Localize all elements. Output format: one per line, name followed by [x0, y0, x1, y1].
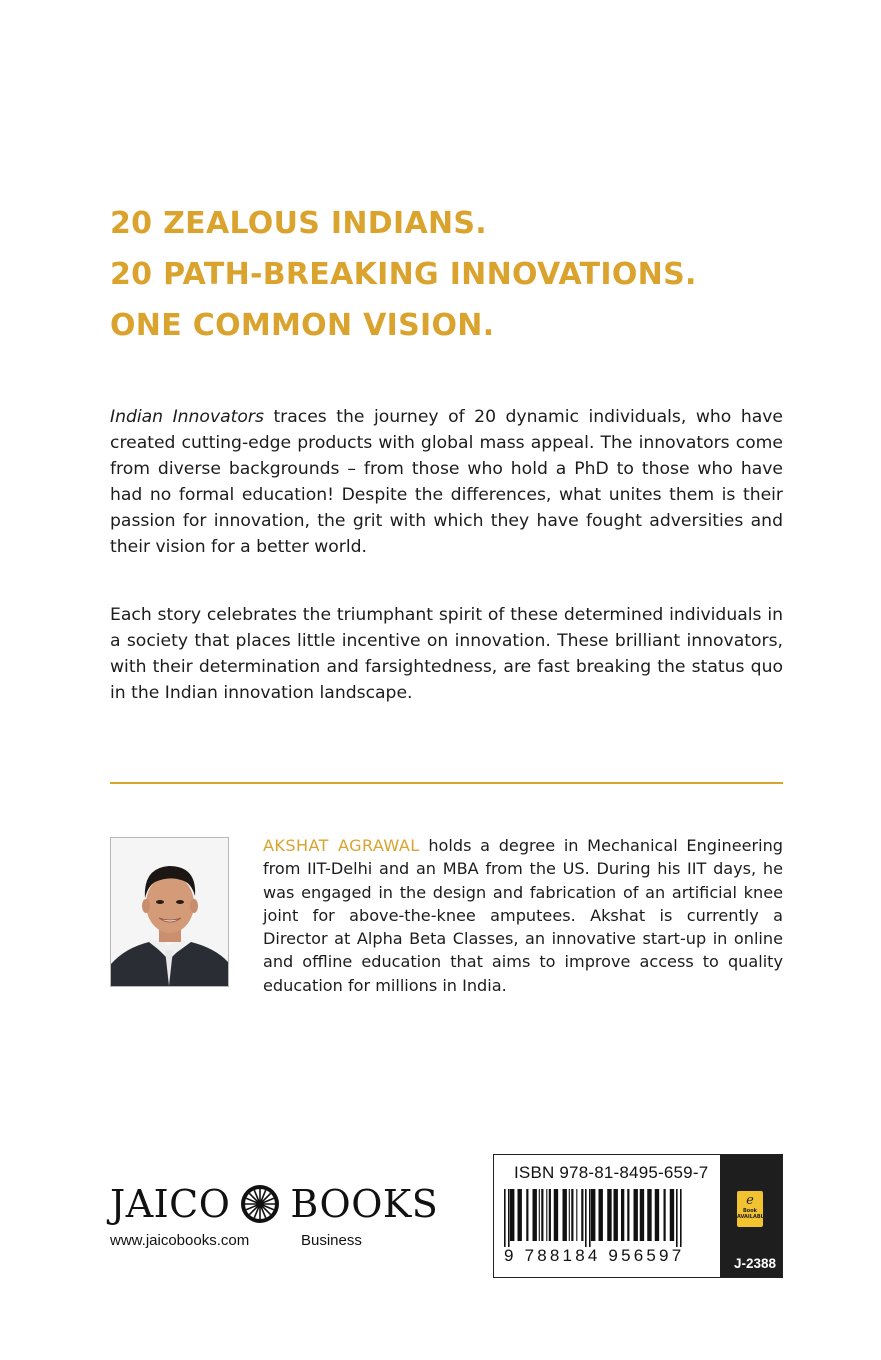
author-bio [263, 834, 783, 997]
barcode-bar [581, 1189, 583, 1241]
author-name: AKSHAT AGRAWAL [263, 836, 420, 855]
barcode-bar [676, 1189, 678, 1247]
barcode-bar [546, 1189, 547, 1241]
ebook-available-icon [737, 1191, 768, 1227]
description-text-1: traces the journey of 20 dynamic individuals, who have created cutting-edge products with global mass appeal. The innovators come from diverse backgrounds – from those who hold a PhD to those who have had no formal education! Despite the differences, what unites them is their passion for innovation, the grit with which they have fought adversities and their vision for a better world. [110, 407, 783, 557]
publisher-url[interactable]: www.jaicobooks.com [110, 1232, 250, 1249]
barcode-bar [554, 1189, 558, 1241]
barcode-bar [576, 1189, 577, 1241]
book-category: Business [301, 1232, 362, 1249]
author-photo [110, 837, 229, 987]
barcode-bar [664, 1189, 666, 1241]
barcode-bar [569, 1189, 570, 1241]
barcode-bar [680, 1189, 682, 1247]
isbn-label: ISBN 978-81-8495-659-7 [514, 1163, 709, 1182]
barcode-bar [539, 1189, 540, 1241]
barcode-bar [589, 1189, 591, 1247]
barcode-bar [510, 1189, 514, 1241]
publisher-name-right: BOOKS [290, 1182, 439, 1226]
barcode-bar [518, 1189, 522, 1241]
barcode-bar [634, 1189, 638, 1241]
barcode-bar [563, 1189, 567, 1241]
barcode-bar [640, 1189, 644, 1241]
headline [110, 198, 810, 351]
publisher-name-left: JAICO [110, 1182, 231, 1226]
headline-line-3: ONE COMMON VISION. [110, 308, 495, 343]
barcode-bar [549, 1189, 551, 1241]
barcode-bar [614, 1189, 618, 1241]
barcode-bar [541, 1189, 543, 1241]
barcode-bar [607, 1189, 611, 1241]
barcode-bar [571, 1189, 573, 1241]
barcode-bar [508, 1189, 510, 1247]
barcode-bar [655, 1189, 659, 1241]
barcode-bar [621, 1189, 624, 1241]
barcode [502, 1189, 714, 1247]
chakra-wheel-icon [239, 1183, 281, 1225]
barcode-bar [599, 1189, 603, 1241]
divider [110, 782, 783, 784]
barcode-bar [526, 1189, 528, 1241]
barcode-bar [533, 1189, 537, 1241]
headline-line-1: 20 ZEALOUS INDIANS. [110, 206, 487, 241]
barcode-bar [585, 1189, 587, 1247]
barcode-digits: 9 788184 956597 [504, 1246, 685, 1265]
product-code: J-2388 [733, 1256, 776, 1271]
headline-line-2: 20 PATH-BREAKING INNOVATIONS. [110, 257, 697, 292]
description-paragraph-2: Each story celebrates the triumphant spirit of these determined individuals in a society that places little incentive on innovation. These brilliant innovators, with their determination and farsightedness, are fast breaking the status quo in the Indian innovation landscape. [110, 605, 783, 703]
author-bio-text: holds a degree in Mechanical Engineering from IIT-Delhi and an MBA from the US. During his IIT days, he was engaged in the design and fabrication of an artificial knee joint for above-the-knee amputees. Akshat is currently a Director at Alpha Beta Classes, an innovative start-up in online and offline education that aims to improve access to quality education for millions in India. [263, 836, 783, 995]
barcode-bar [647, 1189, 651, 1241]
ebook-letter: e [746, 1193, 754, 1208]
ebook-strip [720, 1155, 782, 1277]
barcode-bar [591, 1189, 595, 1241]
barcode-bar [504, 1189, 506, 1247]
book-title: Indian Innovators [110, 407, 264, 427]
barcode-bar [670, 1189, 674, 1241]
description-paragraph-1 [110, 404, 783, 560]
barcode-bar [627, 1189, 629, 1241]
barcode-block [493, 1154, 783, 1278]
ebook-label: Book AVAILABLE [737, 1208, 768, 1220]
publisher-logo [110, 1182, 438, 1226]
